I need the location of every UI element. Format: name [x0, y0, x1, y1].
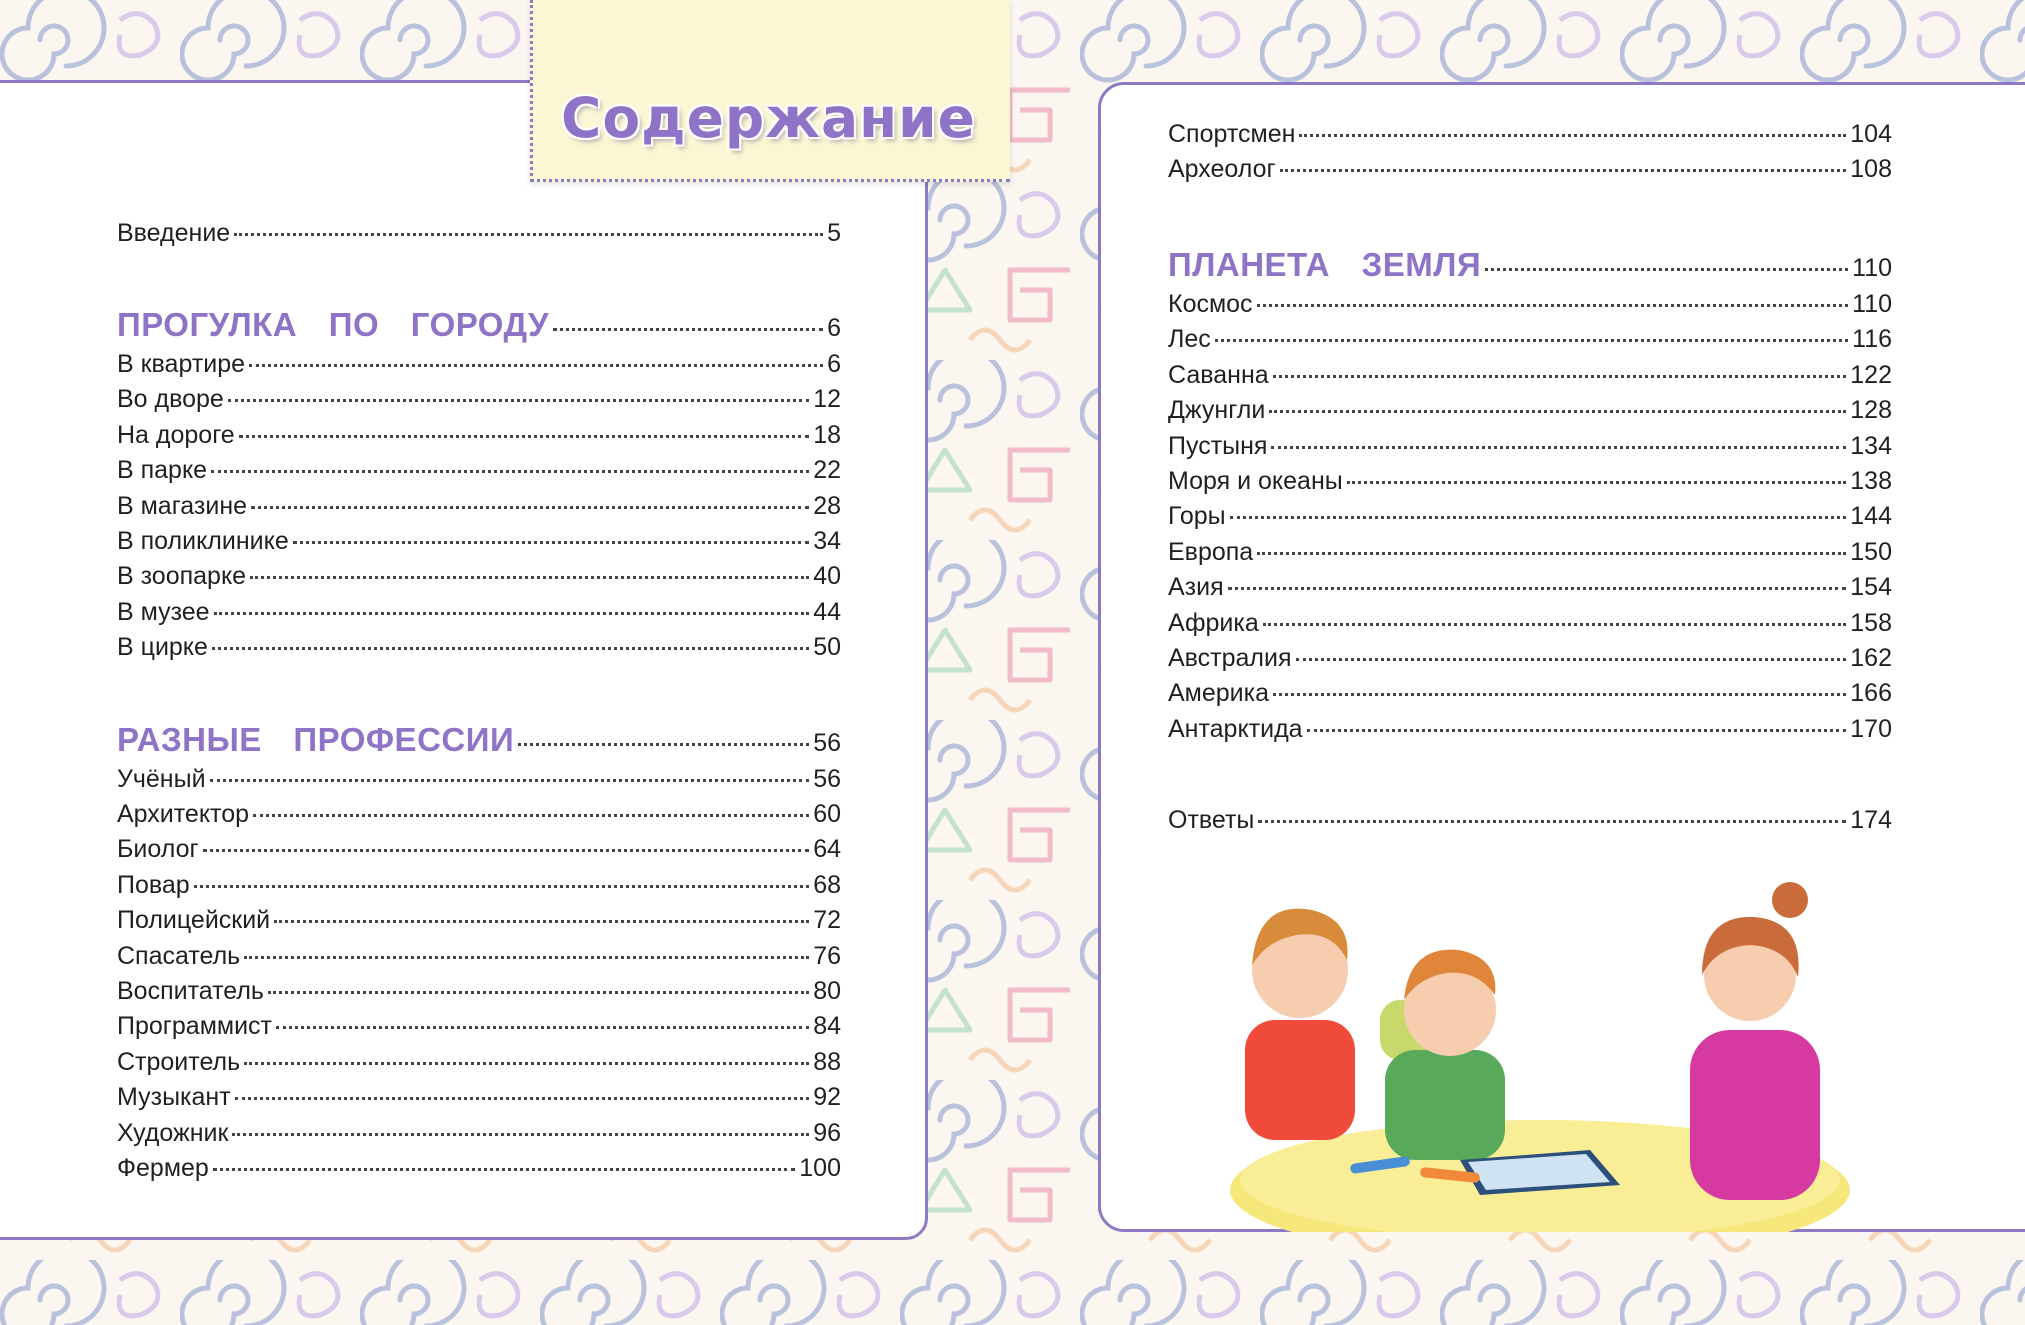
toc-page-number: 138: [1850, 467, 1892, 495]
dot-leader: [253, 814, 809, 817]
dot-leader: [210, 779, 810, 782]
toc-page-number: 5: [827, 219, 841, 247]
toc-entry[interactable]: [1168, 467, 1892, 496]
toc-section-heading[interactable]: [1168, 246, 1892, 284]
dot-leader: [1269, 410, 1846, 413]
toc-page-number: 108: [1850, 155, 1892, 184]
toc-entry-title: Художник: [117, 1118, 229, 1147]
toc-entry-title: Азия: [1168, 573, 1224, 602]
toc-section-title: РАЗНЫЕ ПРОФЕССИИ: [117, 720, 515, 758]
toc-entry[interactable]: [1168, 502, 1892, 531]
toc-page-number: 22: [813, 456, 841, 485]
dot-leader: [1273, 693, 1846, 696]
toc-page-number: 110: [1852, 290, 1892, 318]
dot-leader: [214, 612, 810, 615]
toc-entry[interactable]: [1168, 644, 1892, 673]
dot-leader: [293, 541, 809, 544]
toc-entry[interactable]: [117, 871, 841, 900]
toc-entry-title: Биолог: [117, 835, 199, 864]
toc-section-title: ПРОГУЛКА ПО ГОРОДУ: [117, 306, 549, 343]
toc-entry[interactable]: [117, 1083, 841, 1112]
toc-page-number: 128: [1850, 396, 1892, 425]
toc-page-number: 110: [1852, 254, 1892, 282]
toc-page-number: 40: [813, 562, 841, 591]
toc-entry-title: В цирке: [117, 633, 208, 662]
toc-entry-title: В музее: [117, 597, 210, 626]
dot-leader: [213, 1168, 795, 1171]
toc-entry-title: Джунгли: [1168, 396, 1266, 425]
toc-entry-title: Америка: [1168, 679, 1270, 708]
toc-page-number: 100: [799, 1154, 841, 1182]
toc-entry[interactable]: [117, 1154, 841, 1183]
toc-entry[interactable]: [1168, 806, 1892, 835]
toc-page-number: 76: [813, 941, 841, 970]
dot-leader: [249, 364, 823, 367]
dot-leader: [211, 470, 809, 473]
toc-entry[interactable]: [1168, 432, 1892, 461]
toc-entry-title: Полицейский: [117, 906, 271, 935]
toc-entry[interactable]: [1168, 679, 1892, 708]
dot-leader: [244, 956, 809, 959]
dot-leader: [1485, 268, 1848, 271]
toc-entry-title: Европа: [1168, 537, 1254, 566]
toc-entry-title: Во дворе: [117, 385, 224, 414]
toc-section-title: ПЛАНЕТА ЗЕМЛЯ: [1168, 246, 1482, 283]
toc-page-number: 72: [813, 906, 841, 935]
toc-entry[interactable]: [117, 219, 841, 248]
dot-leader: [212, 647, 809, 650]
dot-leader: [1263, 623, 1846, 626]
toc-entry[interactable]: [117, 421, 841, 450]
toc-entry-title: Антарктида: [1168, 714, 1303, 743]
toc-section-heading[interactable]: [117, 306, 841, 344]
toc-entry-title: Космос: [1168, 290, 1253, 318]
dot-leader: [518, 743, 809, 746]
toc-entry-title: Африка: [1168, 608, 1259, 637]
dot-leader: [1280, 169, 1847, 172]
toc-entry-title: Повар: [117, 870, 190, 899]
toc-entry[interactable]: [117, 1012, 841, 1041]
toc-entry[interactable]: [117, 1048, 841, 1077]
toc-page-number: 28: [813, 491, 841, 520]
toc-entry[interactable]: [1168, 573, 1892, 602]
toc-page-number: 158: [1850, 608, 1892, 637]
toc-entry[interactable]: [1168, 538, 1892, 567]
toc-entry-title: В квартире: [117, 350, 246, 378]
dot-leader: [1307, 729, 1847, 732]
toc-entry[interactable]: [117, 977, 841, 1006]
dot-leader: [1296, 658, 1847, 661]
toc-entry-title: Архитектор: [117, 800, 250, 828]
toc-entry[interactable]: [117, 492, 841, 521]
toc-entry[interactable]: [1168, 120, 1892, 149]
toc-entry-title: В поликлинике: [117, 527, 289, 555]
toc-entry-title: Музыкант: [117, 1083, 231, 1112]
toc-entry[interactable]: [117, 942, 841, 971]
toc-entry[interactable]: [117, 527, 841, 556]
toc-page-number: 162: [1850, 644, 1892, 672]
toc-entry[interactable]: [117, 906, 841, 935]
toc-entry[interactable]: [1168, 609, 1892, 638]
toc-page-number: 174: [1850, 806, 1892, 834]
toc-page-number: 154: [1850, 573, 1892, 602]
dot-leader: [276, 1026, 809, 1029]
dot-leader: [251, 506, 809, 509]
toc-page-number: 6: [827, 314, 841, 342]
toc-page-number: 6: [827, 350, 841, 378]
toc-page-number: 60: [813, 800, 841, 828]
toc-entry-title: Строитель: [117, 1047, 241, 1076]
toc-page-number: 116: [1852, 325, 1892, 354]
toc-page-number: 34: [813, 527, 841, 555]
dot-leader: [1230, 516, 1847, 519]
toc-entry[interactable]: [117, 598, 841, 627]
toc-page-number: 80: [813, 977, 841, 1005]
toc-page-number: 150: [1850, 537, 1892, 566]
toc-page-number: 96: [813, 1118, 841, 1147]
toc-entry[interactable]: [117, 385, 841, 414]
toc-entry-title: Введение: [117, 219, 231, 247]
toc-entry[interactable]: [117, 562, 841, 591]
toc-entry[interactable]: [1168, 396, 1892, 425]
toc-entry-title: На дороге: [117, 420, 235, 449]
toc-entry-title: Спортсмен: [1168, 120, 1296, 148]
toc-entry-title: Программист: [117, 1012, 272, 1041]
toc-page-number: 144: [1850, 502, 1892, 531]
toc-section-heading[interactable]: [117, 721, 841, 759]
dot-leader: [228, 399, 809, 402]
toc-entry-title: В зоопарке: [117, 562, 247, 591]
dot-leader: [1257, 552, 1846, 555]
toc-entry-title: Саванна: [1168, 360, 1269, 389]
dot-leader: [1215, 339, 1848, 342]
dot-leader: [1228, 587, 1847, 590]
toc-entry[interactable]: [117, 1119, 841, 1148]
toc-page-number: 134: [1850, 431, 1892, 460]
toc-entry[interactable]: [117, 633, 841, 662]
toc-page-number: 170: [1850, 714, 1892, 743]
toc-page-number: 56: [813, 764, 841, 793]
toc-entry[interactable]: [117, 800, 841, 829]
toc-page-number: 104: [1850, 120, 1892, 148]
toc-entry[interactable]: [117, 456, 841, 485]
toc-entry-title: Австралия: [1168, 644, 1292, 672]
toc-page-number: 88: [813, 1047, 841, 1076]
toc-entry-title: Спасатель: [117, 941, 241, 970]
dot-leader: [234, 233, 823, 236]
toc-entry-title: Фермер: [117, 1154, 209, 1182]
toc-entry[interactable]: [117, 765, 841, 794]
dot-leader: [1299, 134, 1846, 137]
toc-entry[interactable]: [1168, 715, 1892, 744]
toc-entry[interactable]: [1168, 361, 1892, 390]
toc-entry-title: Моря и океаны: [1168, 467, 1343, 495]
toc-entry-title: В парке: [117, 456, 208, 485]
toc-entry-title: Горы: [1168, 502, 1226, 531]
toc-entry-title: Ответы: [1168, 806, 1255, 834]
dot-leader: [239, 435, 810, 438]
toc-page-number: 166: [1850, 679, 1892, 708]
toc-page-number: 68: [813, 870, 841, 899]
toc-entry-title: Пустыня: [1168, 431, 1268, 460]
dot-leader: [194, 885, 810, 888]
dot-leader: [268, 991, 809, 994]
toc-page-number: 50: [813, 633, 841, 662]
title-tab: [530, 0, 1010, 182]
dot-leader: [203, 849, 810, 852]
toc-page-number: 44: [813, 597, 841, 626]
dot-leader: [232, 1133, 809, 1136]
toc-page-number: 56: [813, 728, 841, 757]
toc-entry-title: Воспитатель: [117, 977, 264, 1005]
toc-page-number: 84: [813, 1012, 841, 1041]
dot-leader: [235, 1097, 810, 1100]
toc-entry[interactable]: [1168, 325, 1892, 354]
dot-leader: [250, 576, 809, 579]
toc-entry[interactable]: [1168, 155, 1892, 184]
toc-page-number: 122: [1850, 360, 1892, 389]
toc-entry-title: Учёный: [117, 764, 206, 793]
children-illustration: [1150, 860, 1940, 1232]
toc-entry[interactable]: [1168, 290, 1892, 319]
dot-leader: [1258, 820, 1846, 823]
toc-page-number: 64: [813, 835, 841, 864]
toc-entry[interactable]: [117, 350, 841, 379]
dot-leader: [1271, 446, 1846, 449]
toc-entry-title: Лес: [1168, 325, 1211, 354]
dot-leader: [1257, 304, 1849, 307]
toc-entry-title: Археолог: [1168, 155, 1276, 184]
dot-leader: [553, 328, 823, 331]
dot-leader: [244, 1062, 809, 1065]
page-title: Содержание: [561, 86, 976, 150]
toc-entry[interactable]: [117, 835, 841, 864]
dot-leader: [1273, 375, 1847, 378]
dot-leader: [1347, 481, 1847, 484]
toc-page-number: 92: [813, 1083, 841, 1112]
toc-entry-title: В магазине: [117, 491, 248, 520]
dot-leader: [274, 920, 809, 923]
toc-page-number: 18: [813, 420, 841, 449]
toc-page-number: 12: [813, 385, 841, 414]
